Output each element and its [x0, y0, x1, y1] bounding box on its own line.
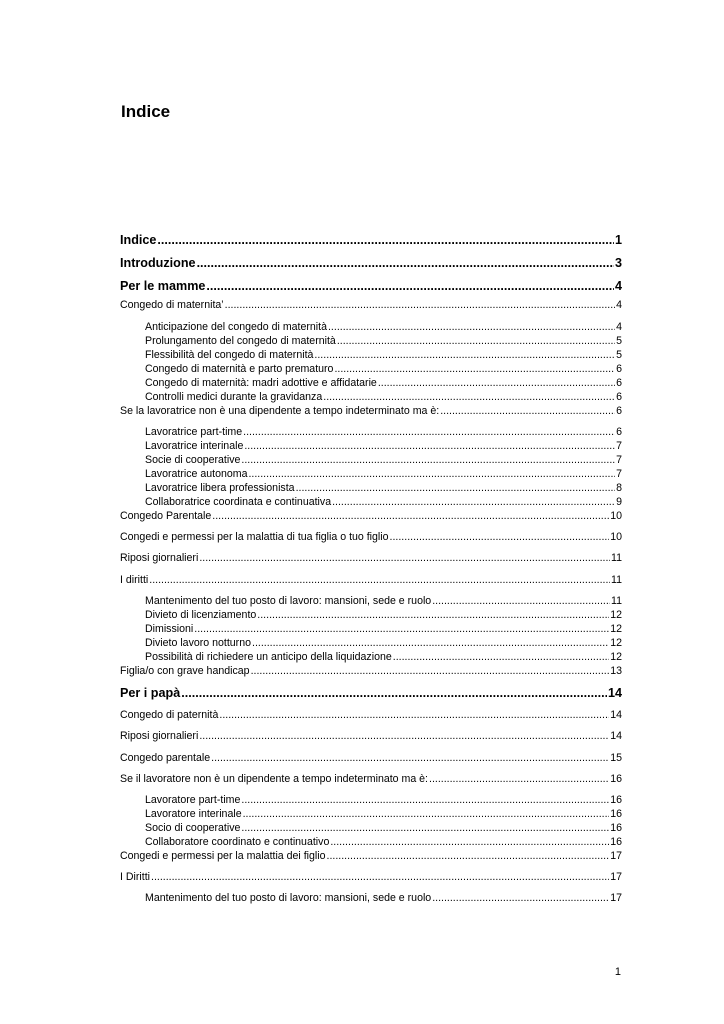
toc-leader-dots — [194, 624, 609, 635]
toc-entry[interactable] — [120, 406, 622, 417]
toc-leader-dots — [212, 511, 609, 522]
toc-entry-page: 11 — [611, 552, 622, 564]
toc-entry-page: 5 — [616, 349, 622, 361]
toc-entry-page: 8 — [616, 482, 622, 494]
toc-entry-page: 17 — [610, 871, 622, 883]
toc-entry-page: 6 — [616, 405, 622, 417]
toc-entry-page: 5 — [616, 335, 622, 347]
toc-entry[interactable] — [145, 469, 622, 480]
toc-entry-title: Socio di cooperative — [145, 822, 241, 834]
toc-entry[interactable] — [145, 336, 622, 347]
toc-entry-page: 16 — [610, 836, 622, 848]
toc-entry-title: Per le mamme — [120, 279, 206, 293]
toc-entry[interactable] — [145, 893, 622, 904]
toc-leader-dots — [241, 823, 609, 834]
toc-entry-page: 17 — [610, 850, 622, 862]
toc-entry[interactable] — [145, 823, 622, 834]
toc-entry[interactable] — [120, 280, 622, 293]
toc-entry-title: Lavoratrice interinale — [145, 440, 244, 452]
toc-entry-title: Congedo Parentale — [120, 510, 212, 522]
toc-entry-title: Indice — [120, 233, 157, 247]
toc-entry-title: I diritti — [120, 574, 149, 586]
toc-entry[interactable] — [145, 364, 622, 375]
toc-leader-dots — [334, 364, 615, 375]
toc-leader-dots — [219, 710, 609, 721]
toc-entry-page: 16 — [610, 822, 622, 834]
toc-entry-title: Figlia/o con grave handicap — [120, 665, 250, 677]
toc-entry-title: Lavoratore interinale — [145, 808, 242, 820]
toc-entry-title: Se la lavoratrice non è una dipendente a tempo indeterminato ma è: — [120, 405, 440, 417]
toc-entry-title: Divieto di licenziamento — [145, 609, 257, 621]
toc-entry-page: 4 — [614, 279, 622, 293]
toc-leader-dots — [197, 257, 614, 270]
toc-entry-page: 6 — [616, 426, 622, 438]
toc-leader-dots — [330, 837, 609, 848]
toc-leader-dots — [440, 406, 615, 417]
toc-entry-title: Lavoratore part-time — [145, 794, 241, 806]
toc-leader-dots — [243, 427, 615, 438]
toc-entry[interactable] — [120, 575, 622, 586]
toc-entry-page: 12 — [610, 651, 622, 663]
toc-leader-dots — [225, 300, 615, 311]
toc-leader-dots — [211, 753, 609, 764]
toc-entry[interactable] — [120, 300, 622, 311]
toc-entry[interactable] — [145, 624, 622, 635]
toc-entry[interactable] — [120, 257, 622, 270]
toc-entry-page: 12 — [610, 609, 622, 621]
toc-entry-page: 3 — [614, 256, 622, 270]
toc-entry[interactable] — [145, 427, 622, 438]
toc-leader-dots — [241, 795, 609, 806]
toc-entry-title: Congedo di maternita’ — [120, 299, 224, 311]
toc-entry-page: 12 — [610, 623, 622, 635]
toc-entry-title: Prolungamento del congedo di maternità — [145, 335, 336, 347]
toc-entry-title: Collaboratrice coordinata e continuativa — [145, 496, 332, 508]
toc-entry-page: 15 — [610, 752, 622, 764]
toc-leader-dots — [149, 575, 610, 586]
toc-entry-page: 4 — [616, 321, 622, 333]
toc-leader-dots — [251, 666, 610, 677]
toc-entry-title: Anticipazione del congedo di maternità — [145, 321, 327, 333]
toc-entry[interactable] — [145, 809, 622, 820]
toc-entry[interactable] — [120, 666, 622, 677]
toc-leader-dots — [432, 596, 610, 607]
toc-entry-page: 16 — [610, 773, 622, 785]
toc-entry-page: 13 — [610, 665, 622, 677]
toc-entry-page: 14 — [610, 730, 622, 742]
toc-entry-title: I Diritti — [120, 871, 151, 883]
toc-leader-dots — [199, 553, 610, 564]
toc-entry-title: Lavoratrice autonoma — [145, 468, 248, 480]
toc-leader-dots — [243, 809, 610, 820]
toc-entry-page: 16 — [610, 808, 622, 820]
toc-entry-title: Divieto lavoro notturno — [145, 637, 251, 649]
toc-entry-page: 14 — [607, 686, 622, 700]
toc-entry-title: Controlli medici durante la gravidanza — [145, 391, 323, 403]
toc-entry-title: Riposi giornalieri — [120, 552, 199, 564]
toc-leader-dots — [327, 851, 610, 862]
toc-entry-page: 6 — [616, 391, 622, 403]
toc-leader-dots — [432, 893, 609, 904]
toc-leader-dots — [206, 280, 614, 293]
toc-entry-title: Congedo parentale — [120, 752, 211, 764]
toc-leader-dots — [390, 532, 610, 543]
toc-entry-title: Flessibilità del congedo di maternità — [145, 349, 314, 361]
toc-entry-title: Lavoratrice part-time — [145, 426, 243, 438]
toc-entry-title: Riposi giornalieri — [120, 730, 199, 742]
toc-entry-title: Congedi e permessi per la malattia dei figlio — [120, 850, 326, 862]
toc-entry[interactable] — [145, 596, 622, 607]
toc-entry-page: 14 — [610, 709, 622, 721]
toc-entry-page: 7 — [616, 440, 622, 452]
toc-entry[interactable] — [120, 234, 622, 247]
toc-leader-dots — [314, 350, 615, 361]
toc-entry[interactable] — [120, 553, 622, 564]
toc-leader-dots — [323, 392, 615, 403]
toc-leader-dots — [151, 872, 609, 883]
toc-entry[interactable] — [145, 497, 622, 508]
toc-entry-page: 6 — [616, 363, 622, 375]
toc-leader-dots — [429, 774, 609, 785]
toc-entry-title: Mantenimento del tuo posto di lavoro: mansioni, sede e ruolo — [145, 892, 432, 904]
toc-entry-page: 6 — [616, 377, 622, 389]
toc-entry[interactable] — [120, 851, 622, 862]
toc-entry-page: 4 — [616, 299, 622, 311]
toc-entry-title: Collaboratore coordinato e continuativo — [145, 836, 330, 848]
toc-entry-page: 16 — [610, 794, 622, 806]
toc-entry[interactable] — [120, 731, 622, 742]
toc-entry[interactable] — [145, 652, 622, 663]
toc-entry-title: Congedi e permessi per la malattia di tua figlia o tuo figlio — [120, 531, 389, 543]
toc-leader-dots — [157, 234, 614, 247]
toc-entry[interactable] — [145, 795, 622, 806]
toc-entry[interactable] — [145, 322, 622, 333]
toc-leader-dots — [332, 497, 615, 508]
toc-leader-dots — [248, 469, 615, 480]
toc-entry-title: Introduzione — [120, 256, 196, 270]
toc-leader-dots — [199, 731, 609, 742]
toc-entry[interactable] — [145, 455, 622, 466]
toc-entry-page: 10 — [610, 510, 622, 522]
toc-entry[interactable] — [145, 610, 622, 621]
toc-leader-dots — [257, 610, 609, 621]
toc-leader-dots — [393, 652, 609, 663]
toc-entry-title: Congedo di maternità: madri adottive e affidatarie — [145, 377, 377, 389]
toc-leader-dots — [181, 687, 607, 700]
toc-entry-title: Se il lavoratore non è un dipendente a tempo indeterminato ma è: — [120, 773, 429, 785]
toc-entry[interactable] — [145, 392, 622, 403]
toc-entry-title: Dimissioni — [145, 623, 194, 635]
toc-entry-page: 1 — [614, 233, 622, 247]
toc-entry-title: Possibilità di richiedere un anticipo della liquidazione — [145, 651, 392, 663]
toc-entry[interactable] — [145, 378, 622, 389]
toc-leader-dots — [337, 336, 615, 347]
toc-entry[interactable] — [120, 687, 622, 700]
page-title: Indice — [121, 102, 171, 121]
toc-leader-dots — [241, 455, 615, 466]
toc-entry-page: 12 — [610, 637, 622, 649]
toc-leader-dots — [252, 638, 609, 649]
toc-leader-dots — [378, 378, 615, 389]
toc-entry-page: 11 — [611, 595, 622, 607]
toc-entry[interactable] — [120, 511, 622, 522]
toc-entry[interactable] — [145, 483, 622, 494]
toc-leader-dots — [244, 441, 615, 452]
toc-entry[interactable] — [120, 872, 622, 883]
toc-entry-page: 11 — [611, 574, 622, 586]
toc-entry-page: 17 — [610, 892, 622, 904]
toc-entry[interactable] — [120, 532, 622, 543]
toc-entry-page: 7 — [616, 454, 622, 466]
toc-entry[interactable] — [145, 441, 622, 452]
toc-entry[interactable] — [145, 350, 622, 361]
toc-entry-title: Congedo di maternità e parto prematuro — [145, 363, 334, 375]
toc-entry[interactable] — [145, 638, 622, 649]
toc-entry[interactable] — [120, 774, 622, 785]
toc-entry-page: 9 — [616, 496, 622, 508]
toc-entry-title: Congedo di paternità — [120, 709, 219, 721]
toc-leader-dots — [296, 483, 616, 494]
toc-entry-title: Per i papà — [120, 686, 181, 700]
page-number: 1 — [614, 966, 621, 978]
toc-entry[interactable] — [120, 753, 622, 764]
toc-entry-page: 10 — [610, 531, 622, 543]
toc-entry[interactable] — [145, 837, 622, 848]
toc-entry[interactable] — [120, 710, 622, 721]
toc-leader-dots — [328, 322, 615, 333]
toc-entry-title: Mantenimento del tuo posto di lavoro: mansioni, sede e ruolo — [145, 595, 432, 607]
toc-entry-title: Lavoratrice libera professionista — [145, 482, 295, 494]
toc-entry-title: Socie di cooperative — [145, 454, 241, 466]
toc-entry-page: 7 — [616, 468, 622, 480]
